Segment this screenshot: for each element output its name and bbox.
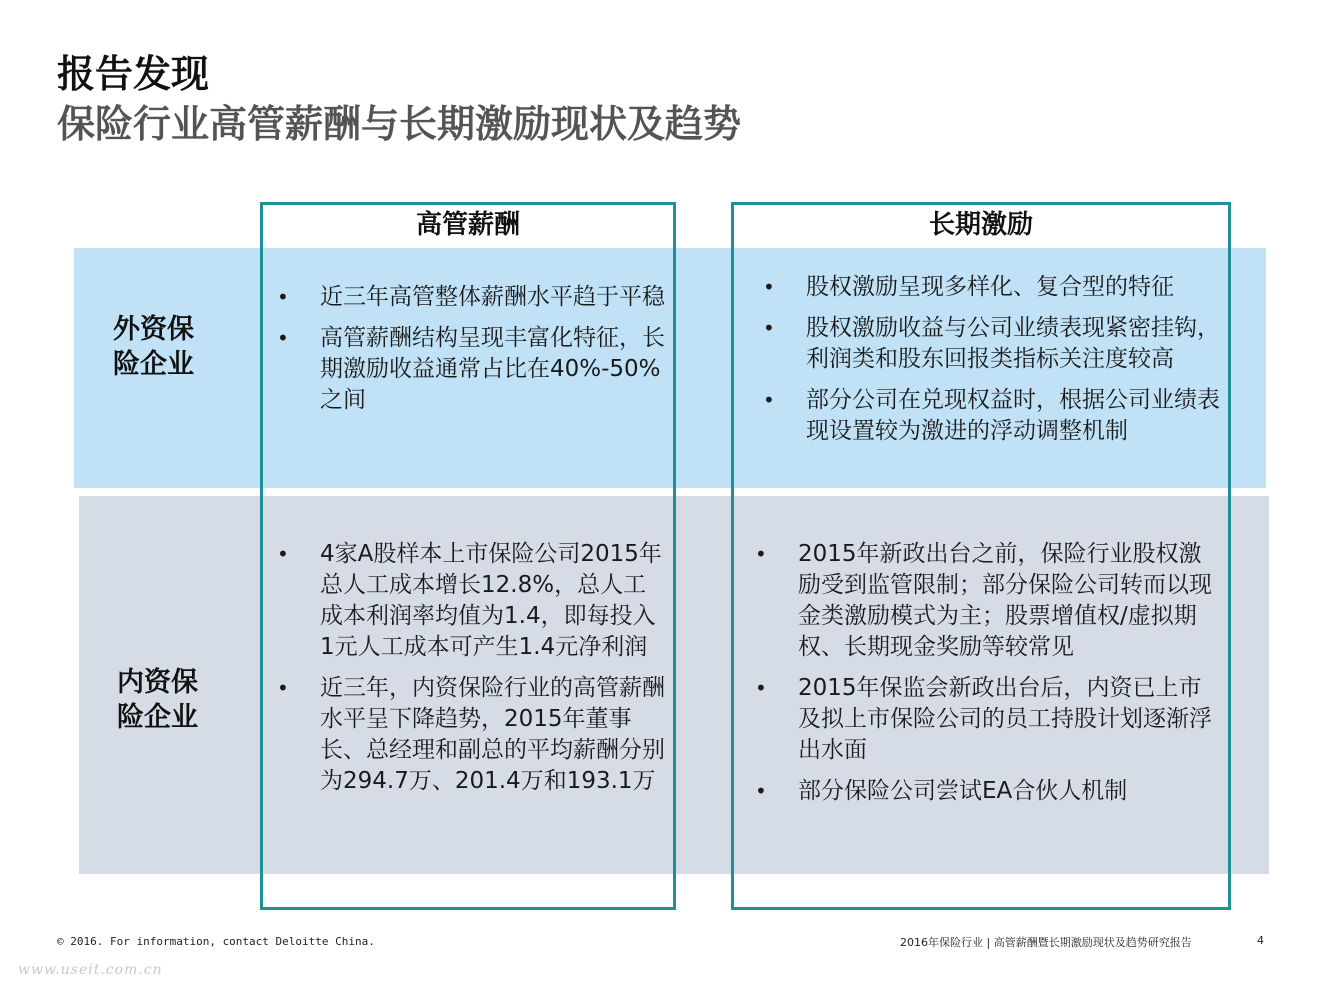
bullet-icon: • [755,676,767,700]
column-head-compensation: 高管薪酬 [415,210,520,240]
bullet-icon: • [755,542,767,566]
row-label-domestic: 内资保 险企业 [117,667,198,733]
column-head-lti: 长期激励 [928,210,1033,240]
cell-foreign-compensation [277,282,670,426]
footer-copyright: © 2016. For information, contact Deloitte China. [57,935,375,948]
page-number: 4 [1257,934,1264,947]
page-title: 报告发现 [57,52,210,96]
list-item: • 近三年高管整体薪酬水平趋于平稳 [320,282,670,313]
cell-domestic-lti [755,539,1218,817]
bullet-icon: • [277,285,289,309]
list-item: • 4家A股样本上市保险公司2015年总人工成本增长12.8%，总人工成本利润率均值为1.4，即每投入1元人工成本可产生1.4元净利润 [277,541,662,660]
row-label-foreign: 外资保 险企业 [113,314,194,380]
list-item: • 近三年，内资保险行业的高管薪酬水平呈下降趋势，2015年董事长、总经理和副总的平均薪酬分别为294.7万、201.4万和193.1万 [277,675,665,794]
bullet-icon: • [763,316,775,340]
list-item: • 股权激励收益与公司业绩表现紧密挂钩，利润类和股东回报类指标关注度较高 [763,315,1220,372]
cell-foreign-lti [763,272,1221,457]
bullet-icon: • [755,779,767,803]
list-item: • 部分公司在兑现权益时，根据公司业绩表现设置较为激进的浮动调整机制 [763,387,1220,444]
footer-report-name: 2016年保险行业 | 高管薪酬暨长期激励现状及趋势研究报告 [900,936,1192,949]
list-item: • 高管薪酬结构呈现丰富化特征，长期激励收益通常占比在40%-50%之间 [277,325,665,413]
bullet-icon: • [277,676,289,700]
bullet-icon: • [277,542,289,566]
list-item: • 部分保险公司尝试EA合伙人机制 [798,776,1218,807]
list-item: • 2015年保监会新政出台后，内资已上市及拟上市保险公司的员工持股计划逐渐浮出水面 [755,675,1212,763]
cell-domestic-compensation [277,539,665,807]
page-subtitle: 保险行业高管薪酬与长期激励现状及趋势 [57,102,742,146]
bullet-icon: • [763,275,775,299]
bullet-icon: • [277,326,289,350]
list-item: • 股权激励呈现多样化、复合型的特征 [806,272,1221,303]
list-item: • 2015年新政出台之前，保险行业股权激励受到监管限制；部分保险公司转而以现金类激励模式为主；股票增值权/虚拟期权、长期现金奖励等较常见 [755,541,1212,660]
bullet-icon: • [763,388,775,412]
watermark: www.useit.com.cn [18,962,163,978]
